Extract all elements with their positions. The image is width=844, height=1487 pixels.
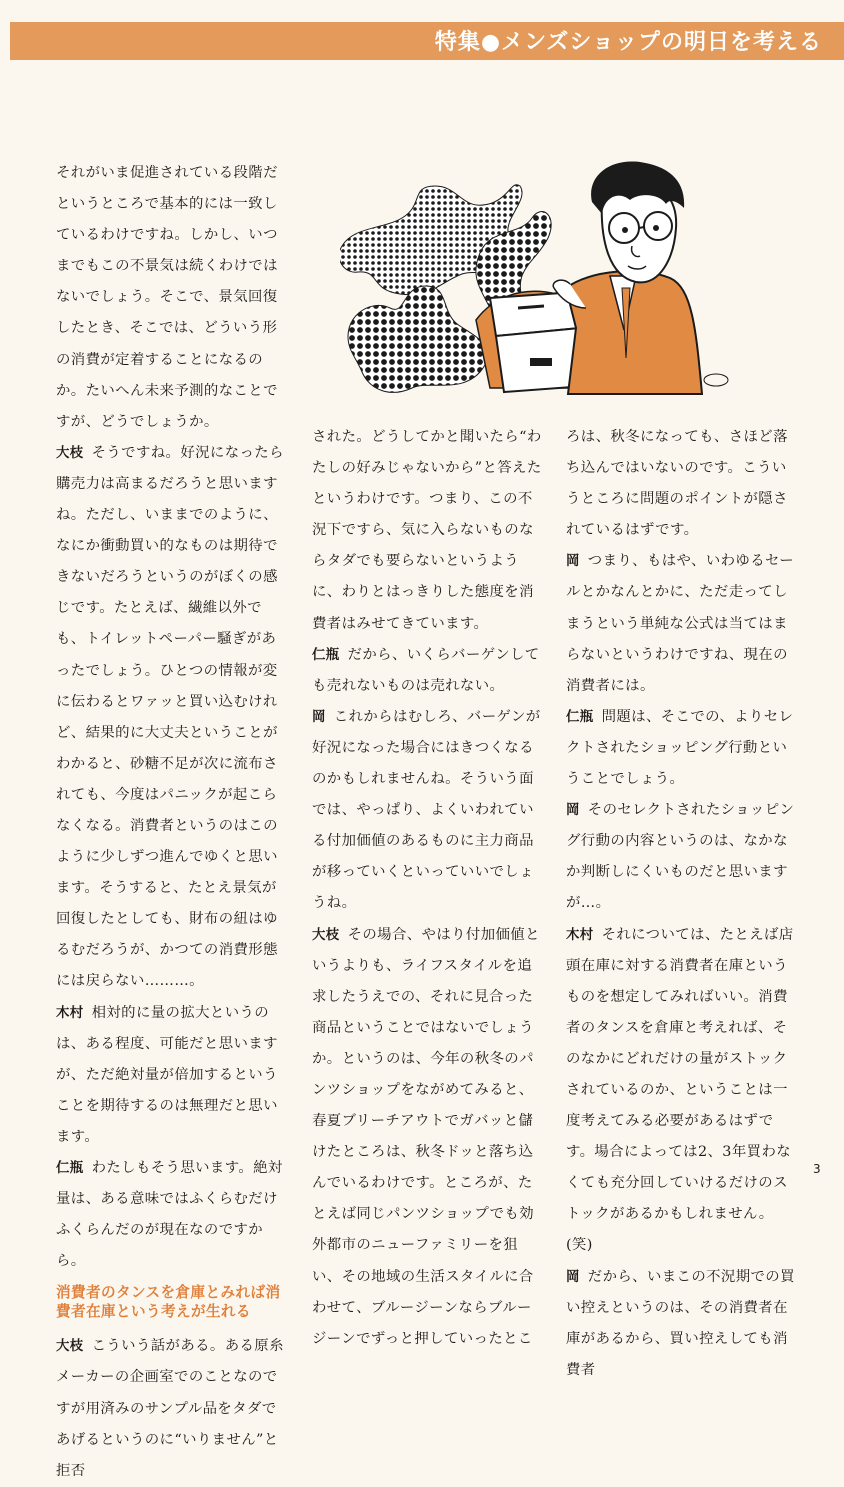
speaker-label: 大枝 [56, 1339, 84, 1355]
speaker-label: 岡 [566, 803, 580, 819]
page-number: 3 [813, 1162, 821, 1176]
speaker-label: 木村 [566, 927, 594, 943]
paragraph: 大枝 その場合、やはり付加価値というよりも、ライフスタイルを追求したうえでの、それに見合った商品ということではないでしょうか。というのは、今年の秋冬のパンツショップをながめてみると、春夏ブリーチアウトでガバッと儲けたところは、秋冬ドッと落ち込んでいるわけです。ところが、たとえば同じパンツショップでも効外都市のニューファミリーを狙い、その地域の生活スタイルに合わせて、ブルージーンならブルージーンでずっと押していったとこ [312, 926, 540, 1347]
paragraph: 仁瓶 問題は、そこでの、よりセレクトされたショッピング行動ということでしょう。 [566, 708, 794, 788]
paragraph: 岡 つまり、もはや、いわゆるセールとかなんとかに、ただ走ってしまうという単純な公式は当てはまらないというわけですね、現在の消費者には。 [566, 553, 795, 694]
paragraph: された。どうしてかと聞いたら“わたしの好みじゃないから”と答えたというわけです。つまり、この不況下ですら、気に入らないものならタダでも要らないというように、わりとはっきりした態度を消費者はみせてきています。 [312, 429, 542, 632]
paragraph: 岡 だから、いまこの不況期での買い控えというのは、その消費者在庫があるから、買い控えしても消費者 [566, 1268, 795, 1378]
speaker-label: 大枝 [312, 927, 340, 943]
speaker-label: 大枝 [56, 445, 84, 461]
paragraph: 仁瓶 わたしもそう思います。絶対量は、ある意味ではふくらむだけふくらんだのが現在なのですから。 [56, 1160, 283, 1270]
speaker-label: 岡 [312, 709, 326, 725]
paragraph: 木村 相対的に量の拡大というのは、ある程度、可能だと思いますが、ただ絶対量が倍加するということを期待するのは無理だと思います。 [56, 1004, 278, 1145]
section-subheading: 消費者のタンスを倉庫とみれば消費者在庫という考えが生れる [56, 1284, 281, 1321]
text-column-3 [566, 422, 800, 1386]
speaker-label: 仁瓶 [566, 709, 594, 725]
cartoon-illustration [340, 158, 740, 398]
speaker-label: 木村 [56, 1005, 84, 1021]
paragraph: ろは、秋冬になっても、さほど落ち込んではいないのです。こういうところに問題のポイントが隠されているはずです。 [566, 429, 788, 539]
speaker-label: 仁瓶 [56, 1161, 84, 1176]
paragraph: 大枝 そうですね。好況になったら購売力は高まるだろうと思いますね。ただし、いままでのように、なにか衝動買い的なものは期待できないだろうというのがぼくの感じです。たとえば、繊維以外でも、トイレットペーパー騒ぎがあったでしょう。ひとつの情報が変に伝わるとワァッと買い込むけれど、結果的に大丈夫ということがわかると、砂糖不足が次に流布されても、今度はパニックが起こらなくなる。消費者というのはこのように少しずつ進んでゆくと思います。そうすると、たとえ景気が回復したとしても、財布の紐はゆるむだろうが、かつての消費形態には戻らない………。 [56, 444, 284, 990]
page-title: 特集●メンズショップの明日を考える [434, 30, 822, 55]
paragraph: それがいま促進されている段階だというところで基本的には一致しているわけですね。しかし、いつまでもこの不景気は続くわけではないでしょう。そこで、景気回復したとき、そこでは、どういう形の消費が定着することになるのか。たいへん未来予測的なことですが、どうでしょうか。 [56, 165, 278, 430]
paragraph: 大枝 こういう話がある。ある原糸メーカーの企画室でのことなのですが用済みのサンプル品をタダであげるというのに“いりません”と拒否 [56, 1338, 284, 1479]
speaker-label: 岡 [566, 554, 580, 570]
text-column-1 [56, 158, 290, 1487]
paragraph: 仁瓶 だから、いくらバーゲンしても売れないものは売れない。 [312, 646, 540, 694]
speaker-label: 仁瓶 [312, 647, 340, 663]
text-column-2 [312, 422, 546, 1355]
speaker-label: 岡 [566, 1269, 580, 1285]
paragraph: 岡 そのセレクトされたショッピング行動の内容というのは、なかなか判断しにくいものだと思いますが…。 [566, 802, 795, 912]
paragraph: 木村 それについては、たとえば店頭在庫に対する消費者在庫というものを想定してみればいい。消費者のタンスを倉庫と考えれば、そのなかにどれだけの量がストックされているのか、ということは一度考えてみる必要があるはずです。場合によっては2、3年買わなくても充分回していけるだけのストックがあるかもしれません。(笑) [566, 926, 794, 1254]
paragraph: 岡 これからはむしろ、バーゲンが好況になった場合にはきつくなるのかもしれませんね。そういう面では、やっぱり、よくいわれている付加価値のあるものに主力商品が移っていくといっていいでしょうね。 [312, 708, 541, 912]
